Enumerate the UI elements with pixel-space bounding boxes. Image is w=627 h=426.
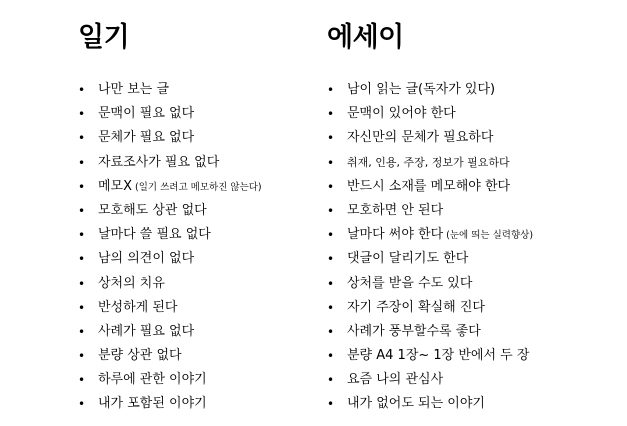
list-item-text: 사례가 필요 없다 bbox=[98, 323, 195, 339]
list-item bbox=[327, 320, 617, 344]
essay-heading: 에세이 bbox=[327, 22, 404, 53]
list-item bbox=[327, 126, 617, 150]
list-item bbox=[78, 392, 313, 416]
bullet-icon: • bbox=[78, 83, 86, 97]
bullet-icon: • bbox=[327, 276, 335, 291]
list-item bbox=[78, 199, 313, 223]
bullet-icon: • bbox=[78, 373, 86, 388]
list-item bbox=[78, 296, 313, 320]
list-item bbox=[327, 247, 617, 271]
list-item-text-wrapper bbox=[98, 175, 262, 200]
list-item bbox=[78, 272, 313, 296]
list-item-text: 문맥이 필요 없다 bbox=[98, 106, 195, 122]
bullet-icon: • bbox=[327, 131, 335, 146]
bullet-icon: • bbox=[78, 228, 86, 243]
list-item-text: 나만 보는 글 bbox=[98, 82, 170, 97]
bullet-icon: • bbox=[78, 324, 86, 339]
bullet-icon: • bbox=[78, 155, 86, 170]
list-item bbox=[327, 296, 617, 320]
list-item-text: 반성하게 된다 bbox=[98, 299, 178, 315]
list-item-text: 모호하면 안 된다 bbox=[347, 202, 444, 218]
list-item-text: 분량 A4 1장~ 1장 반에서 두 장 bbox=[347, 348, 530, 364]
bullet-icon: • bbox=[327, 107, 335, 122]
bullet-icon: • bbox=[327, 155, 335, 170]
bullet-icon: • bbox=[327, 228, 335, 243]
list-item-text: 댓글이 달리기도 한다 bbox=[347, 251, 469, 267]
list-item-text: 내가 포함된 이야기 bbox=[98, 396, 207, 412]
bullet-icon: • bbox=[327, 83, 335, 97]
list-item bbox=[78, 320, 313, 344]
list-item bbox=[78, 151, 313, 175]
list-item-text: 문맥이 있어야 한다 bbox=[347, 106, 456, 122]
list-item bbox=[327, 223, 617, 247]
bullet-icon: • bbox=[78, 397, 86, 412]
bullet-icon: • bbox=[327, 349, 335, 364]
bullet-icon: • bbox=[78, 203, 86, 218]
list-item-text: 남의 의견이 없다 bbox=[98, 251, 195, 267]
list-item bbox=[327, 78, 617, 102]
list-item bbox=[78, 78, 313, 102]
list-item-text: 모호해도 상관 없다 bbox=[98, 202, 207, 218]
list-item-text: 남이 읽는 글(독자가 있다) bbox=[347, 82, 496, 97]
list-item-text: 메모X bbox=[98, 178, 133, 194]
list-item-text: 취재, 인용, 주장, 정보가 필요하다 bbox=[347, 155, 510, 169]
list-item-text: 반드시 소재를 메모해야 한다 bbox=[347, 178, 511, 194]
list-item bbox=[78, 126, 313, 150]
list-item bbox=[327, 151, 617, 175]
diary-heading: 일기 bbox=[78, 22, 130, 53]
list-item bbox=[327, 102, 617, 126]
list-item bbox=[78, 344, 313, 368]
list-item bbox=[327, 392, 617, 416]
bullet-icon: • bbox=[327, 252, 335, 267]
list-item-text: 상처를 받을 수도 있다 bbox=[347, 275, 473, 291]
list-item-note: (일기 쓰려고 메모하진 않는다) bbox=[135, 181, 262, 193]
list-item bbox=[78, 223, 313, 247]
bullet-icon: • bbox=[327, 324, 335, 339]
diary-list bbox=[78, 78, 313, 417]
list-item-text: 요즘 나의 관심사 bbox=[347, 372, 444, 388]
list-item-text: 날마다 써야 한다 bbox=[347, 227, 444, 243]
bullet-icon: • bbox=[78, 107, 86, 122]
essay-column bbox=[327, 18, 617, 417]
list-item-text: 내가 없어도 되는 이야기 bbox=[347, 396, 485, 412]
list-item-note: (눈에 띄는 실력향상) bbox=[446, 230, 534, 242]
list-item-text: 상처의 치유 bbox=[98, 275, 165, 291]
list-item bbox=[78, 368, 313, 392]
list-item bbox=[78, 247, 313, 271]
list-item bbox=[327, 175, 617, 199]
bullet-icon: • bbox=[327, 300, 335, 315]
bullet-icon: • bbox=[78, 276, 86, 291]
list-item-text: 문체가 필요 없다 bbox=[98, 130, 195, 146]
list-item-text: 자기 주장이 확실해 진다 bbox=[347, 299, 485, 315]
bullet-icon: • bbox=[78, 179, 86, 194]
list-item bbox=[78, 102, 313, 126]
list-item bbox=[327, 344, 617, 368]
list-item-text: 자신만의 문체가 필요하다 bbox=[347, 130, 494, 146]
list-item-text: 날마다 쓸 필요 없다 bbox=[98, 227, 211, 243]
bullet-icon: • bbox=[327, 397, 335, 412]
list-item-text: 하루에 관한 이야기 bbox=[98, 372, 207, 388]
bullet-icon: • bbox=[78, 349, 86, 364]
list-item bbox=[327, 368, 617, 392]
list-item bbox=[78, 175, 313, 199]
list-item bbox=[327, 199, 617, 223]
bullet-icon: • bbox=[78, 131, 86, 146]
diary-column bbox=[78, 18, 313, 417]
list-item bbox=[327, 272, 617, 296]
bullet-icon: • bbox=[78, 300, 86, 315]
bullet-icon: • bbox=[327, 373, 335, 388]
bullet-icon: • bbox=[327, 179, 335, 194]
list-item-text-wrapper bbox=[347, 223, 533, 248]
essay-list bbox=[327, 78, 617, 417]
list-item-text: 자료조사가 필요 없다 bbox=[98, 154, 220, 170]
list-item-text: 분량 상관 없다 bbox=[98, 348, 182, 364]
bullet-icon: • bbox=[327, 203, 335, 218]
bullet-icon: • bbox=[78, 252, 86, 267]
list-item-text: 사례가 풍부할수록 좋다 bbox=[347, 323, 481, 339]
